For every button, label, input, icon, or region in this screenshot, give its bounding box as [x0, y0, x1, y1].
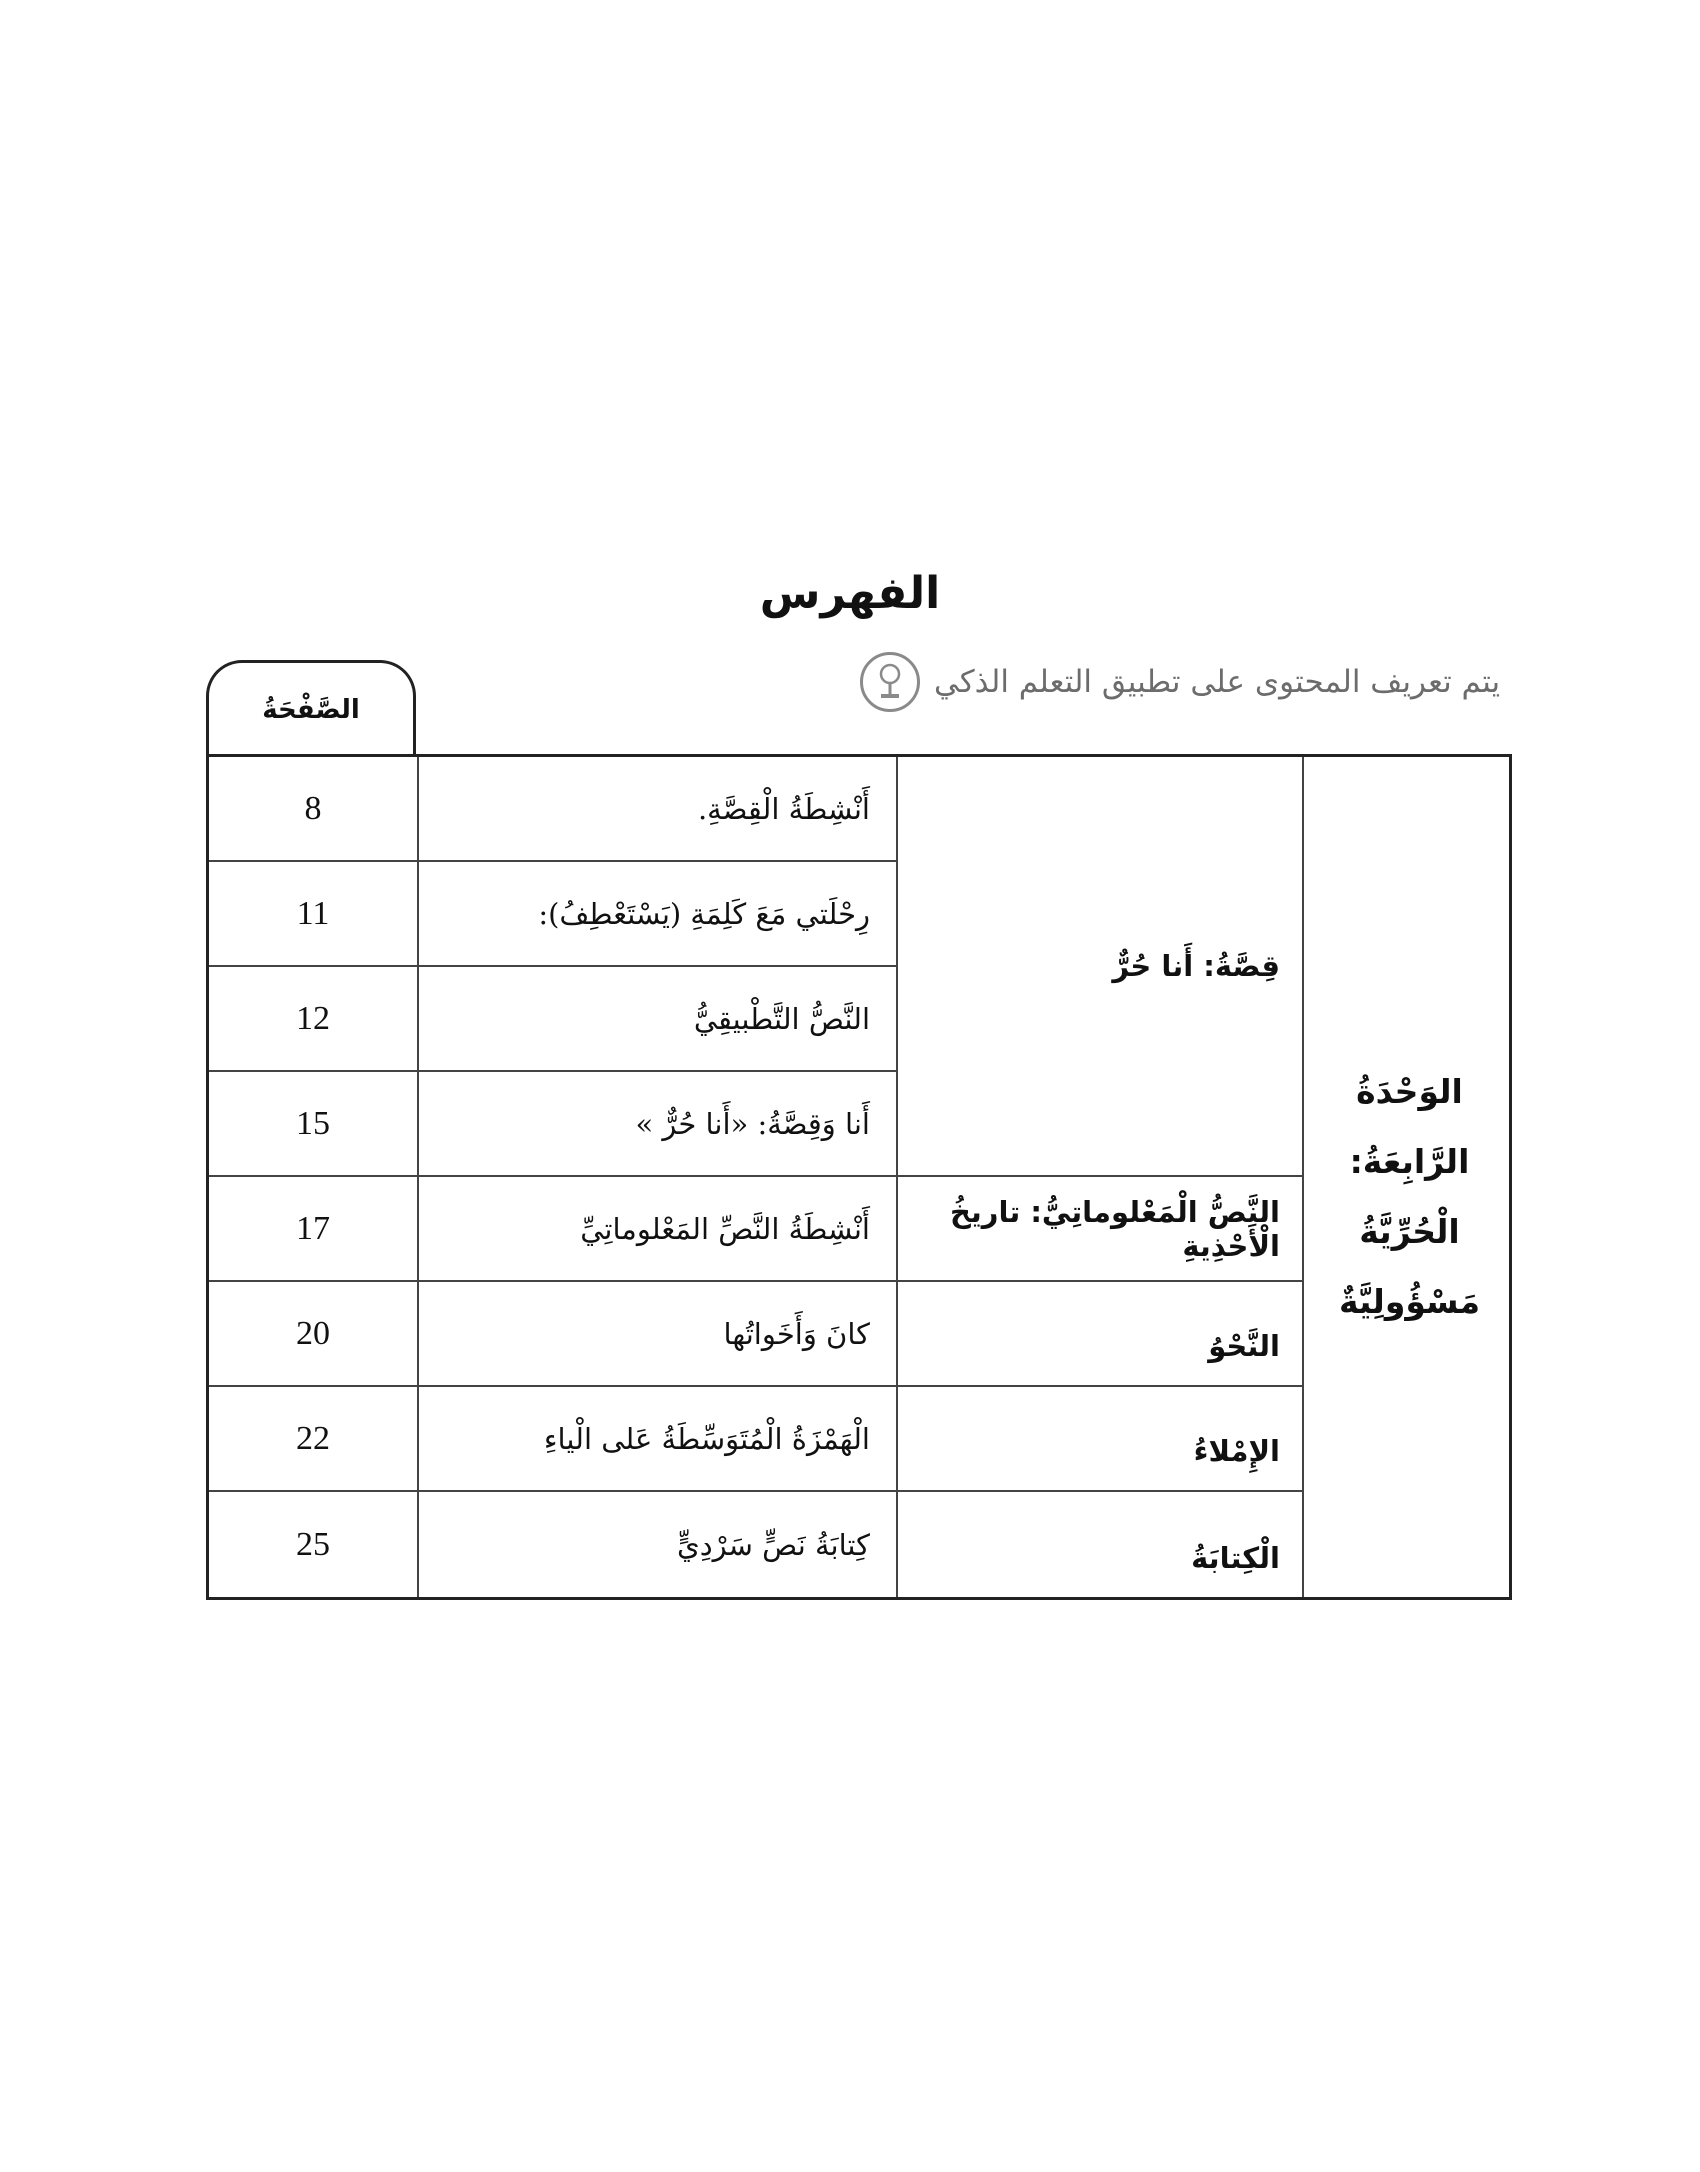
page-number: 22	[209, 1387, 419, 1492]
topic-cell: كانَ وَأَخَواتُها	[419, 1282, 898, 1387]
page-number: 8	[209, 757, 419, 862]
tree-icon	[860, 652, 920, 712]
page-number: 17	[209, 1177, 419, 1282]
topic-cell: أَنا وَقِصَّةُ: «أَنا حُرٌّ »	[419, 1072, 898, 1177]
page-number: 15	[209, 1072, 419, 1177]
topic-cell: أَنْشِطَةُ الْقِصَّةِ.	[419, 757, 898, 862]
contents-table	[206, 754, 1512, 1600]
lesson-cell: النَّحْوُ	[898, 1282, 1304, 1387]
page-number: 20	[209, 1282, 419, 1387]
unit-line: مَسْؤُولِيَّةٌ	[1338, 1282, 1481, 1321]
page-column-header: الصَّفْحَةُ	[206, 660, 416, 756]
topic-cell: الْهَمْزَةُ الْمُتَوَسِّطَةُ عَلى الْياءِ	[419, 1387, 898, 1492]
page-title: الفهرس	[759, 568, 941, 619]
unit-line: الْحُرِّيَّةُ	[1359, 1212, 1460, 1251]
topic-cell: أَنْشِطَةُ النَّصِّ المَعْلوماتِيِّ	[419, 1177, 898, 1282]
topic-cell: رِحْلَتي مَعَ كَلِمَةِ (يَسْتَعْطِفُ):	[419, 862, 898, 967]
lesson-cell: النَّصُّ الْمَعْلوماتِيُّ: تاريخُ الْأَحْذِيةِ	[898, 1177, 1304, 1282]
lesson-cell: الإِمْلاءُ	[898, 1387, 1304, 1492]
page-number: 25	[209, 1492, 419, 1597]
note-text: يتم تعريف المحتوى على تطبيق التعلم الذكي	[934, 664, 1501, 700]
smart-app-note	[860, 650, 1520, 714]
topic-cell: النَّصُّ التَّطْبيقِيُّ	[419, 967, 898, 1072]
page-number: 11	[209, 862, 419, 967]
unit-cell	[1304, 757, 1515, 1597]
page-number: 12	[209, 967, 419, 1072]
lesson-cell: قِصَّةُ: أَنا حُرٌّ	[898, 757, 1304, 1177]
unit-line: الوَحْدَةُ	[1356, 1072, 1463, 1111]
lesson-cell: الْكِتابَةُ	[898, 1492, 1304, 1597]
topic-cell: كِتابَةُ نَصٍّ سَرْدِيٍّ	[419, 1492, 898, 1597]
unit-line: الرَّابِعَةُ:	[1349, 1142, 1470, 1181]
